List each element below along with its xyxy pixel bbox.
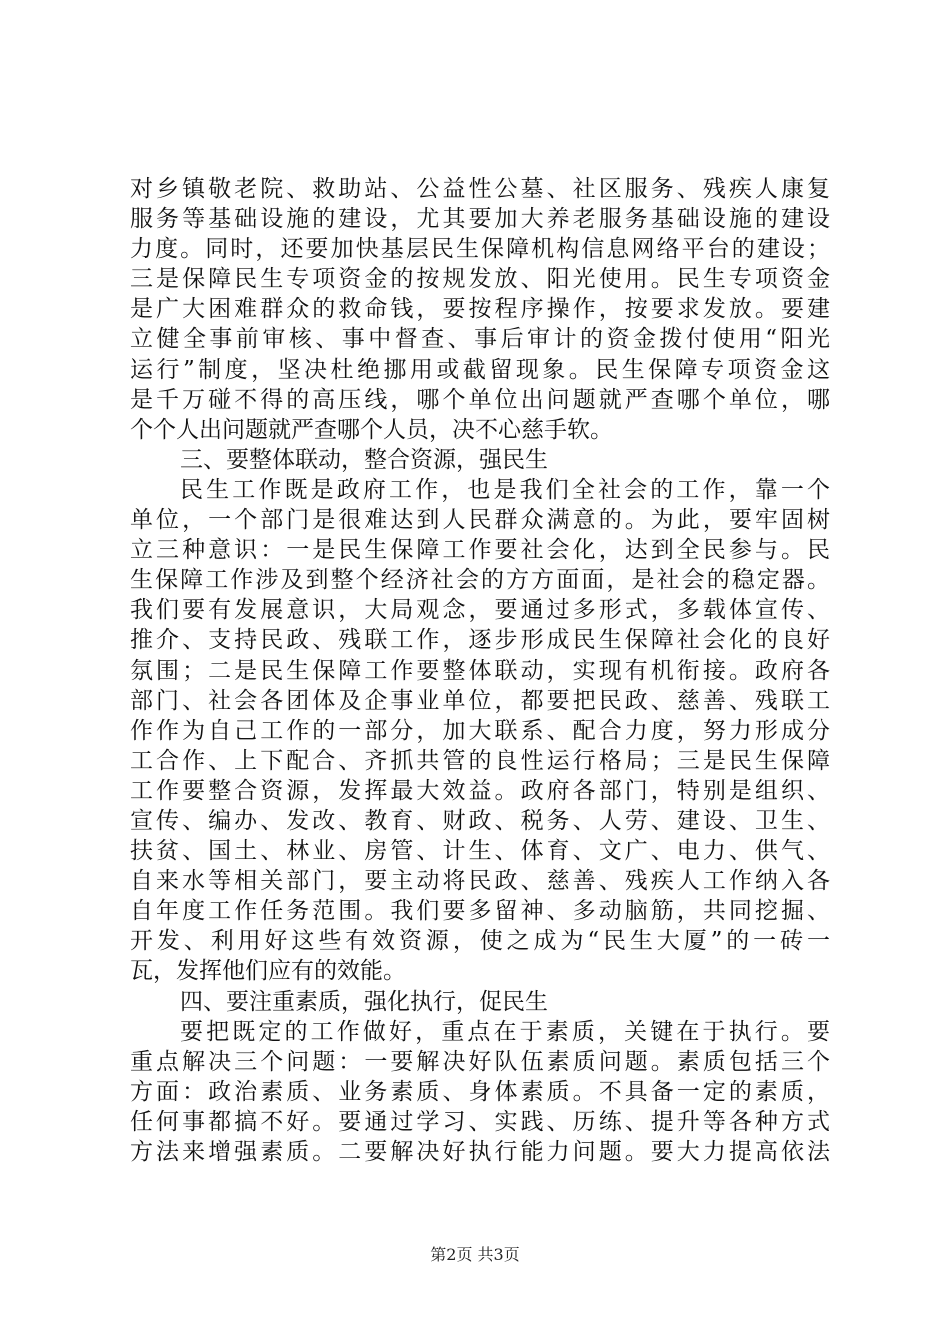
body-text bbox=[130, 174, 830, 1167]
text-line: 工合作、上下配合、齐抓共管的良性运行格局；三是民生保障 bbox=[130, 747, 830, 774]
section-heading: 三、要整体联动，整合资源，强民生 bbox=[180, 446, 548, 473]
text-line: 自年度工作任务范围。我们要多留神、多动脑筋，共同挖掘、 bbox=[130, 898, 830, 925]
text-line: 工作要整合资源，发挥最大效益。政府各部门，特别是组织、 bbox=[130, 777, 830, 804]
text-line: 重点解决三个问题：一要解决好队伍素质问题。素质包括三个 bbox=[130, 1048, 830, 1075]
text-line: 服务等基础设施的建设，尤其要加大养老服务基础设施的建设 bbox=[130, 206, 830, 233]
text-line: 部门、社会各团体及企事业单位，都要把民政、慈善、残联工 bbox=[130, 687, 830, 714]
text-line: 是广大困难群众的救命钱，要按程序操作，按要求发放。要建 bbox=[130, 296, 830, 323]
text-line: 开发、利用好这些有效资源，使之成为“民生大厦”的一砖一 bbox=[130, 928, 830, 955]
section-heading: 四、要注重素质，强化执行，促民生 bbox=[180, 988, 548, 1015]
text-line: 是千万碰不得的高压线，哪个单位出问题就严查哪个单位，哪 bbox=[130, 386, 830, 413]
text-line: 推介、支持民政、残联工作，逐步形成民生保障社会化的良好 bbox=[130, 627, 830, 654]
text-line: 立三种意识：一是民生保障工作要社会化，达到全民参与。民 bbox=[130, 537, 830, 564]
page-number: 第2页 共3页 bbox=[430, 1245, 520, 1264]
text-line: 方面：政治素质、业务素质、身体素质。不具备一定的素质， bbox=[130, 1078, 830, 1105]
text-line: 我们要有发展意识，大局观念，要通过多形式，多载体宣传、 bbox=[130, 597, 830, 624]
text-line: 自来水等相关部门，要主动将民政、慈善、残疾人工作纳入各 bbox=[130, 868, 830, 895]
text-line: 民生工作既是政府工作，也是我们全社会的工作，靠一个 bbox=[180, 476, 830, 503]
text-line: 三是保障民生专项资金的按规发放、阳光使用。民生专项资金 bbox=[130, 266, 830, 293]
text-line: 氛围；二是民生保障工作要整体联动，实现有机衔接。政府各 bbox=[130, 657, 830, 684]
text-line: 单位，一个部门是很难达到人民群众满意的。为此，要牢固树 bbox=[130, 507, 830, 534]
text-line: 力度。同时，还要加快基层民生保障机构信息网络平台的建设； bbox=[130, 236, 830, 263]
text-line: 个个人出问题就严查哪个人员，决不心慈手软。 bbox=[130, 416, 613, 443]
text-line: 瓦，发挥他们应有的效能。 bbox=[130, 958, 406, 985]
page-footer bbox=[0, 1242, 950, 1265]
text-line: 立健全事前审核、事中督查、事后审计的资金拨付使用“阳光 bbox=[130, 326, 830, 353]
text-line: 对乡镇敬老院、救助站、公益性公墓、社区服务、残疾人康复 bbox=[130, 176, 830, 202]
text-line: 宣传、编办、发改、教育、财政、税务、人劳、建设、卫生、 bbox=[130, 807, 830, 834]
text-line: 作作为自己工作的一部分，加大联系、配合力度，努力形成分 bbox=[130, 717, 830, 744]
text-line: 扶贫、国土、林业、房管、计生、体育、文广、电力、供气、 bbox=[130, 838, 830, 865]
text-line: 运行”制度，坚决杜绝挪用或截留现象。民生保障专项资金这 bbox=[130, 356, 830, 383]
text-line: 方法来增强素质。二要解决好执行能力问题。要大力提高依法 bbox=[130, 1139, 830, 1165]
text-line: 要把既定的工作做好，重点在于素质，关键在于执行。要 bbox=[180, 1018, 830, 1045]
text-line: 生保障工作涉及到整个经济社会的方方面面，是社会的稳定器。 bbox=[130, 567, 830, 594]
text-line: 任何事都搞不好。要通过学习、实践、历练、提升等各种方式 bbox=[130, 1108, 830, 1135]
